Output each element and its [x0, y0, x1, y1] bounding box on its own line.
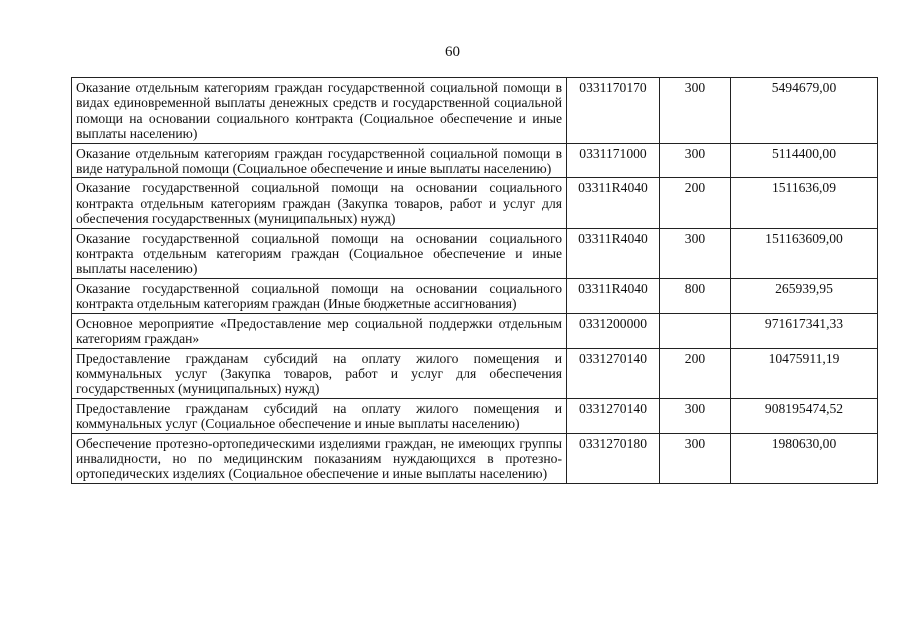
row-expense-type: 200 — [660, 178, 731, 228]
row-amount: 265939,95 — [731, 278, 878, 313]
row-description: Оказание государственной социальной помощи на основании социального контракта отдельным категориям граждан (Иные бюджетные ассигнования) — [72, 278, 567, 313]
row-expense-type: 300 — [660, 228, 731, 278]
row-amount: 1511636,09 — [731, 178, 878, 228]
row-description: Оказание государственной социальной помощи на основании социального контракта отдельным категориям граждан (Закупка товаров, работ и услуг для обеспечения государственных (муниципальных) нужд) — [72, 178, 567, 228]
row-description: Оказание отдельным категориям граждан государственной социальной помощи в видах единовременной выплаты денежных средств и государственной социальной помощи на основании социального контракта (Социальное обеспечение и иные выплаты населению) — [72, 78, 567, 144]
table-row — [72, 313, 878, 348]
table-row — [72, 228, 878, 278]
row-description: Предоставление гражданам субсидий на оплату жилого помещения и коммунальных услуг (Социальное обеспечение и иные выплаты населению) — [72, 398, 567, 433]
row-target-code: 0331170170 — [567, 78, 660, 144]
row-target-code: 03311R4040 — [567, 278, 660, 313]
table-row — [72, 398, 878, 433]
table-row — [72, 178, 878, 228]
row-expense-type: 200 — [660, 348, 731, 398]
table-row — [72, 348, 878, 398]
row-description: Оказание государственной социальной помощи на основании социального контракта отдельным категориям граждан (Социальное обеспечение и иные выплаты населению) — [72, 228, 567, 278]
row-target-code: 0331270180 — [567, 433, 660, 483]
row-expense-type: 300 — [660, 398, 731, 433]
row-target-code: 0331270140 — [567, 348, 660, 398]
row-target-code: 0331200000 — [567, 313, 660, 348]
row-amount: 5114400,00 — [731, 143, 878, 178]
row-amount: 151163609,00 — [731, 228, 878, 278]
page-number: 60 — [445, 44, 460, 60]
row-description: Оказание отдельным категориям граждан государственной социальной помощи в виде натуральной помощи (Социальное обеспечение и иные выплаты населению) — [72, 143, 567, 178]
row-description: Основное мероприятие «Предоставление мер социальной поддержки отдельным категориям граждан» — [72, 313, 567, 348]
row-amount: 1980630,00 — [731, 433, 878, 483]
row-expense-type: 300 — [660, 433, 731, 483]
row-amount: 5494679,00 — [731, 78, 878, 144]
row-target-code: 0331171000 — [567, 143, 660, 178]
row-amount: 908195474,52 — [731, 398, 878, 433]
row-expense-type: 800 — [660, 278, 731, 313]
row-amount: 10475911,19 — [731, 348, 878, 398]
row-target-code: 0331270140 — [567, 398, 660, 433]
row-target-code: 03311R4040 — [567, 228, 660, 278]
table-row — [72, 143, 878, 178]
row-description: Предоставление гражданам субсидий на оплату жилого помещения и коммунальных услуг (Закупка товаров, работ и услуг для обеспечения государственных (муниципальных) нужд) — [72, 348, 567, 398]
row-expense-type — [660, 313, 731, 348]
table-row — [72, 278, 878, 313]
row-description: Обеспечение протезно-ортопедическими изделиями граждан, не имеющих группы инвалидности, но по медицинским показаниям нуждающихся в протезно-ортопедических изделиях (Социальное обеспечение и иные выплаты населению) — [72, 433, 567, 483]
row-target-code: 03311R4040 — [567, 178, 660, 228]
row-expense-type: 300 — [660, 78, 731, 144]
table-row — [72, 433, 878, 483]
table-row — [72, 78, 878, 144]
budget-table — [71, 77, 878, 484]
row-amount: 971617341,33 — [731, 313, 878, 348]
row-expense-type: 300 — [660, 143, 731, 178]
